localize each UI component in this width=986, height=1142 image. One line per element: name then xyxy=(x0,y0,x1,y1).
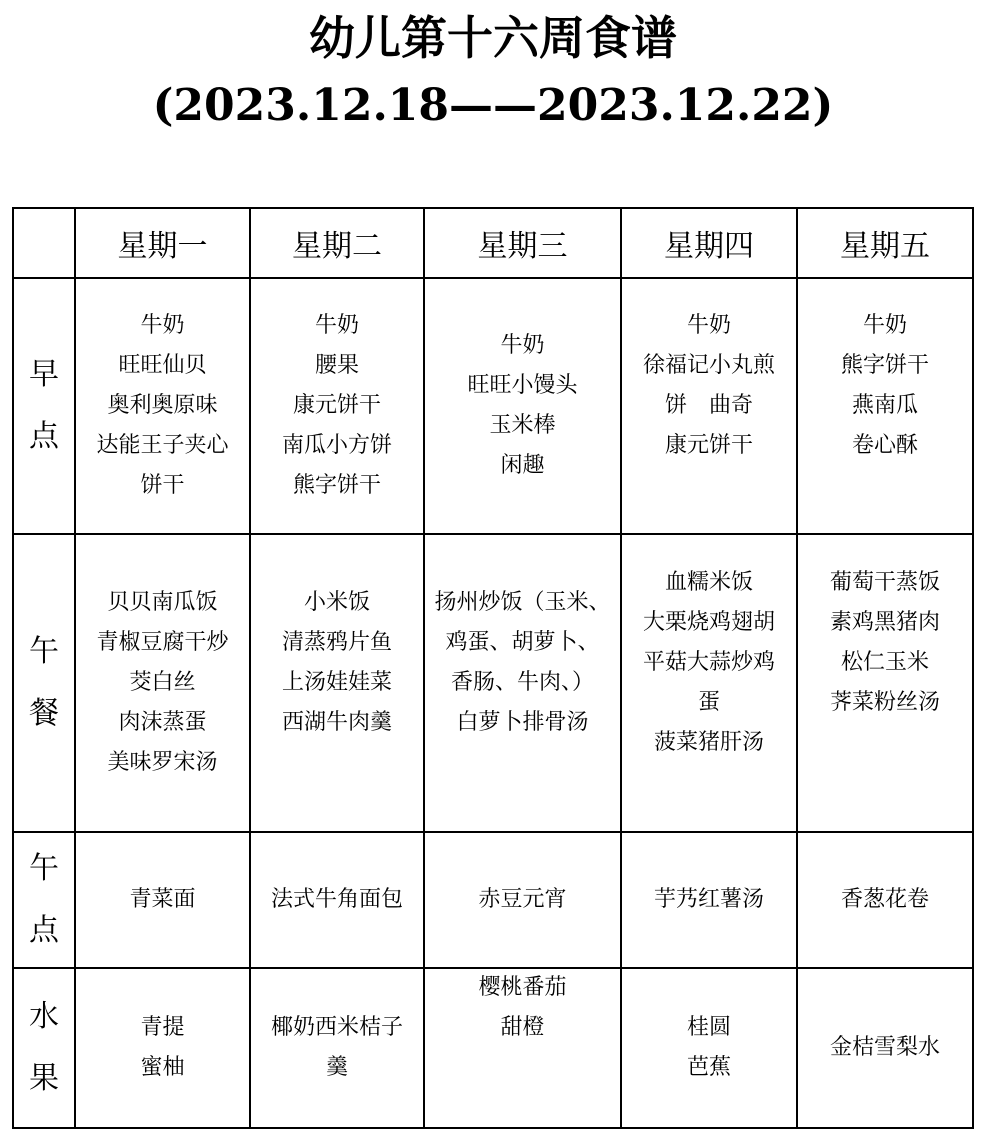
menu-item: 樱桃番茄 xyxy=(478,975,567,1000)
lunch-friday xyxy=(797,534,973,832)
menu-item: 羹 xyxy=(325,1055,348,1080)
menu-item: 熊字饼干 xyxy=(840,353,929,378)
menu-item: 蜜柚 xyxy=(140,1055,185,1080)
menu-item: 康元饼干 xyxy=(664,433,753,458)
day-header-thursday: 星期四 xyxy=(621,208,797,278)
snack-row xyxy=(13,832,973,968)
fruit-tuesday xyxy=(250,968,424,1128)
breakfast-tuesday xyxy=(250,278,424,534)
breakfast-friday xyxy=(797,278,973,534)
menu-item: 肉沫蒸蛋 xyxy=(118,710,207,735)
menu-item: 熊字饼干 xyxy=(292,473,381,498)
breakfast-monday xyxy=(75,278,250,534)
menu-item: 青菜面 xyxy=(129,887,196,912)
menu-item: 南瓜小方饼 xyxy=(281,433,392,458)
menu-item: 饼干 xyxy=(140,473,185,498)
day-header-tuesday: 星期二 xyxy=(250,208,424,278)
menu-item: 牛奶 xyxy=(862,313,907,338)
menu-item: 牛奶 xyxy=(686,313,731,338)
fruit-wednesday xyxy=(424,968,621,1128)
page-title: 幼儿第十六周食谱 xyxy=(309,11,677,65)
fruit-label: 水 果 xyxy=(13,968,75,1128)
day-header-monday: 星期一 xyxy=(75,208,250,278)
menu-item: 旺旺仙贝 xyxy=(118,353,207,378)
menu-item: 牛奶 xyxy=(140,313,185,338)
menu-item: 牛奶 xyxy=(314,313,359,338)
lunch-tuesday xyxy=(250,534,424,832)
breakfast-wednesday xyxy=(424,278,621,534)
menu-item: 玉米棒 xyxy=(489,413,556,438)
menu-item: 血糯米饭 xyxy=(664,570,753,595)
menu-item: 饼 曲奇 xyxy=(664,393,753,418)
lunch-row xyxy=(13,534,973,832)
menu-item: 旺旺小馒头 xyxy=(467,373,578,398)
menu-item: 椰奶西米桔子 xyxy=(270,1015,403,1040)
menu-item: 扬州炒饭（玉米、 xyxy=(434,590,611,615)
menu-table xyxy=(12,207,974,1129)
fruit-monday xyxy=(75,968,250,1128)
menu-item: 腰果 xyxy=(314,353,359,378)
breakfast-label: 早 点 xyxy=(13,278,75,534)
menu-item: 菠菜猪肝汤 xyxy=(653,730,764,755)
menu-item: 奥利奥原味 xyxy=(107,393,218,418)
menu-item: 卷心酥 xyxy=(851,433,918,458)
lunch-wednesday xyxy=(424,534,621,832)
menu-item: 贝贝南瓜饭 xyxy=(107,590,218,615)
lunch-monday xyxy=(75,534,250,832)
menu-item: 康元饼干 xyxy=(292,393,381,418)
snack-wednesday xyxy=(424,832,621,968)
menu-item: 金桔雪梨水 xyxy=(829,1035,940,1060)
menu-item: 清蒸鸦片鱼 xyxy=(281,630,392,655)
menu-item: 上汤娃娃菜 xyxy=(281,670,392,695)
menu-item: 达能王子夹心 xyxy=(96,433,229,458)
breakfast-thursday xyxy=(621,278,797,534)
menu-item: 鸡蛋、胡萝卜、 xyxy=(445,630,600,655)
menu-item: 青提 xyxy=(140,1015,185,1040)
menu-item: 荠菜粉丝汤 xyxy=(829,690,940,715)
menu-item: 美味罗宋汤 xyxy=(107,750,218,775)
menu-item: 芋艿红薯汤 xyxy=(653,887,764,912)
menu-item: 桂圆 xyxy=(686,1015,731,1040)
menu-item: 平菇大蒜炒鸡 xyxy=(642,650,775,675)
menu-item: 燕南瓜 xyxy=(851,393,918,418)
menu-item: 牛奶 xyxy=(500,333,545,358)
fruit-thursday xyxy=(621,968,797,1128)
lunch-label: 午 餐 xyxy=(13,534,75,832)
menu-item: 松仁玉米 xyxy=(840,650,929,675)
menu-item: 香肠、牛肉、） xyxy=(450,670,594,695)
day-header-wednesday: 星期三 xyxy=(424,208,621,278)
snack-tuesday xyxy=(250,832,424,968)
breakfast-row xyxy=(13,278,973,534)
menu-item: 茭白丝 xyxy=(129,670,196,695)
menu-item: 大栗烧鸡翅胡 xyxy=(642,610,775,635)
menu-item: 葡萄干蒸饭 xyxy=(829,570,940,595)
day-header-friday: 星期五 xyxy=(797,208,973,278)
snack-thursday xyxy=(621,832,797,968)
menu-item: 白萝卜排骨汤 xyxy=(456,710,589,735)
menu-item: 法式牛角面包 xyxy=(270,887,403,912)
header-row xyxy=(13,208,973,278)
menu-item: 芭蕉 xyxy=(686,1055,731,1080)
snack-label: 午 点 xyxy=(13,832,75,968)
menu-item: 青椒豆腐干炒 xyxy=(96,630,229,655)
menu-item: 香葱花卷 xyxy=(840,887,929,912)
lunch-thursday xyxy=(621,534,797,832)
menu-item: 闲趣 xyxy=(500,453,545,478)
menu-item: 蛋 xyxy=(697,690,720,715)
corner-cell xyxy=(13,208,75,278)
menu-item: 素鸡黑猪肉 xyxy=(829,610,940,635)
menu-item: 徐福记小丸煎 xyxy=(642,353,775,378)
snack-monday xyxy=(75,832,250,968)
menu-item: 赤豆元宵 xyxy=(478,887,567,912)
fruit-friday xyxy=(797,968,973,1128)
menu-item: 小米饭 xyxy=(303,590,370,615)
menu-item: 甜橙 xyxy=(500,1015,545,1040)
menu-item: 西湖牛肉羹 xyxy=(281,710,392,735)
date-range: (2023.12.18——2023.12.22) xyxy=(152,80,834,131)
fruit-row xyxy=(13,968,973,1128)
snack-friday xyxy=(797,832,973,968)
